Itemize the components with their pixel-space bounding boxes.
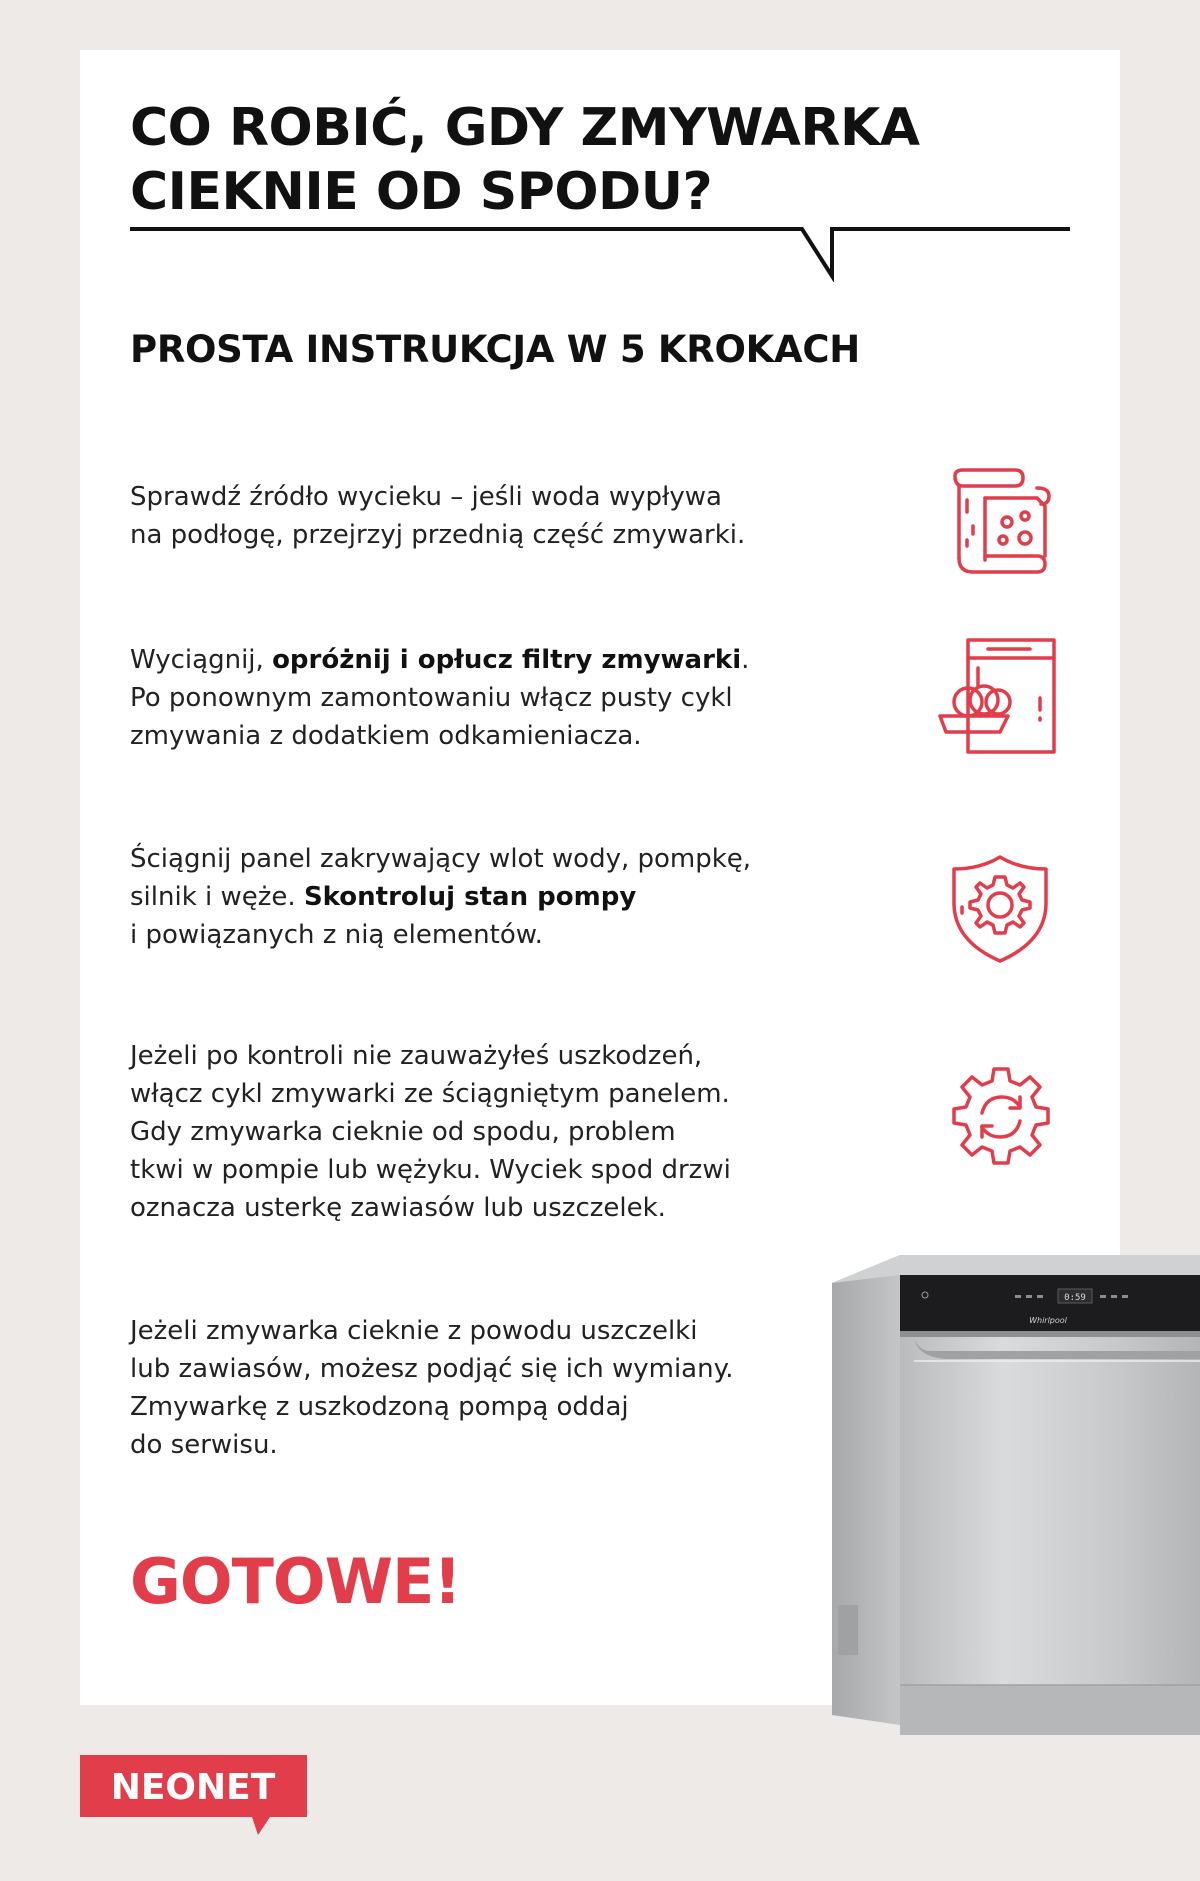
step-1-line-1: Sprawdź źródło wycieku – jeśli woda wypływa <box>130 482 722 512</box>
step-2-line-1 <box>130 641 830 679</box>
step-3-line-2 <box>130 878 830 916</box>
done-label: GOTOWE! <box>130 1545 461 1618</box>
product-brand-label: Whirlpool <box>1029 1316 1067 1325</box>
step-3-line-3: i powiązanych z nią elementów. <box>130 920 543 950</box>
step-5 <box>130 1312 830 1464</box>
step-3-line-2-prefix: silnik i węże. <box>130 882 304 912</box>
step-4-line-3: Gdy zmywarka cieknie od spodu, problem <box>130 1117 676 1147</box>
page-title <box>130 96 1030 224</box>
step-3 <box>130 840 830 954</box>
paper-roll-icon <box>945 468 1065 580</box>
step-4-line-2: włącz cykl zmywarki ze ściągniętym panelem. <box>130 1079 730 1109</box>
step-3-line-2-bold: Skontroluj stan pompy <box>303 882 637 912</box>
step-5-line-3: Zmywarkę z uszkodzoną pompą oddaj <box>130 1392 629 1422</box>
brand-name: NEONET <box>110 1767 276 1808</box>
step-2-line-1-prefix: Wyciągnij, <box>130 645 273 675</box>
dishwasher-icon <box>938 638 1058 756</box>
step-4-line-1: Jeżeli po kontroli nie zauważyłeś uszkodzeń, <box>130 1041 703 1071</box>
step-1 <box>130 478 830 554</box>
step-2-line-1-suffix: . <box>741 645 750 675</box>
step-4 <box>130 1037 830 1227</box>
step-5-line-4: do serwisu. <box>130 1430 278 1460</box>
step-5-line-2: lub zawiasów, możesz podjąć się ich wymiany. <box>130 1354 734 1384</box>
step-2 <box>130 641 830 755</box>
step-2-line-2: Po ponownym zamontowaniu włącz pusty cykl <box>130 683 733 713</box>
speech-bubble-line <box>130 226 1075 282</box>
gear-cycle-icon <box>946 1065 1056 1175</box>
step-4-line-5: oznacza usterkę zawiasów lub uszczelek. <box>130 1193 666 1223</box>
shield-gear-icon <box>950 855 1050 963</box>
step-3-line-1: Ściągnij panel zakrywający wlot wody, pompkę, <box>130 844 752 874</box>
dishwasher-product-image <box>830 1255 1200 1735</box>
step-2-line-1-bold: opróżnij i opłucz filtry zmywarki <box>272 645 742 675</box>
title-line-2: CIEKNIE OD SPODU? <box>130 162 713 222</box>
step-2-line-3: zmywania z dodatkiem odkamieniacza. <box>130 721 642 751</box>
step-5-line-1: Jeżeli zmywarka cieknie z powodu uszczelki <box>130 1316 698 1346</box>
display-readout: 0:59 <box>1064 1293 1086 1303</box>
neonet-logo <box>80 1755 310 1837</box>
title-line-1: CO ROBIĆ, GDY ZMYWARKA <box>130 98 920 158</box>
step-1-line-2: na podłogę, przejrzyj przednią część zmywarki. <box>130 520 746 550</box>
page-subtitle: PROSTA INSTRUKCJA W 5 KROKACH <box>130 328 860 371</box>
step-4-line-4: tkwi w pompie lub wężyku. Wyciek spod drzwi <box>130 1155 731 1185</box>
